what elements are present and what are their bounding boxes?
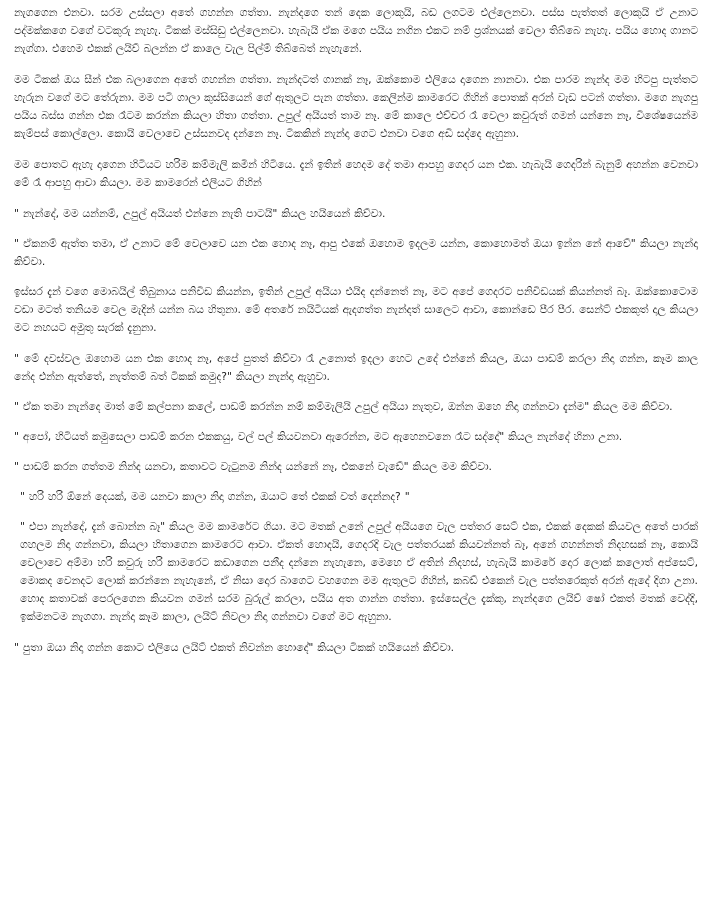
paragraph-6: ඉස්සර දැන් වගෙ මොබයිල් තිබුනාය පනිවිඩ කියන්න, ඉතින් උපුල් අයියා එයිද දන්නෙත් නෑ, මට අපේ ගෙදරට පනිවිඩයක් කියන්නත් බෑ. ඔක්කොටොම වඩා මටත් තනියම වෙල මැදින් යන්න බය හිතුනා. මේ අතරේ නයිටියක් ඇදගත්ත නැන්දත් සාලෙට ආවා, කොන්ඩෙ පීර පීර. සෙන්ට් එකකුත් දාල කියලා මට නහයට අමුතු සැරක් දැනුනා. [14, 285, 698, 334]
paragraph-4: " නැන්දේ, මම යන්නම්, උපුල් අයියත් එන්නෙ නැති පාටයි" කියල හයියෙන් කිව්වා. [14, 207, 386, 220]
paragraph-8: " ඒක තමා නැන්දෙ මාත් මේ කල්පනා කලේ, පාඩම් කරන්න නම් කම්මැලියි උපුල් අයියා නැතුව, ඔන්න ඔහෙ නිදා ගන්නවා දැන්ම" කියල මම කිව්වා. [14, 400, 673, 413]
paragraph-13: " පුතා ඔයා නිදා ගන්න කොට එලියෙ ලයිට් එකත් නිවන්න හොදේ" කියලා ටිකක් හයියෙන් කිව්වා. [14, 641, 455, 654]
paragraph-7: " මේ දවස්වල ඔහොම යන එක හොද නෑ, අපේ පුතත් කිව්වා රෑ උනොත් ඉදලා හෙට උදේ එන්නේ කියල, ඔයා පාඩම් කරලා නිදා ගන්න, කෑම කාල නේද එන්න ඇත්තේ, නැත්තම් බත් ටිකක් කමුද?" කියලා නැන්දා ඇහුවා. [14, 352, 698, 383]
paragraph-3: මම පොතට ඇහැ දාගෙන හිටියට හරිම කම්මැලි කමින් හිටියෙ. දැන් ඉතින් හෙදම දේ තමා ආපහු ගෙදර යන එක. හැබැයි ගෙදරින් බැනුම් අහන්න වෙනවා මේ රෑ ආපහු ආවා කියලා. මම කාමරෙන් එලියට ගිහින් [14, 158, 698, 189]
paragraph-9: " අපෝ, හිටියත් කමුසෙලා පාඩම් කරන එකකයු, වල් පල් කියවනවා ඇරෙන්න, මට ඇහෙනවනෙ රෑට සද්දේ" කියල නැන්දේ හිනා උනා. [14, 430, 623, 443]
paragraph-11: " හරි හරි ඕනේ දෙයක්, මම යනවා කාලා නිදා ගන්න, ඔයාට තේ එකක් වත් දෙන්නද? " [20, 490, 410, 503]
paragraph-1: නැගගෙන එනවා. සරම උස්සලා අතේ ගහන්න ගත්තා. නැන්දගෙ තන් දෙක ලොකුයි, බඩ ලගටම එල්ලෙනවා. පස්ස පැත්තත් ලොකුයි ඒ උනාට පද්මක්කගෙ වගේ වටකුරු නැහැ. ටිකක් මස්සිඩු එල්ලෙනවා. හැබැයි ඒක මගෙ පයිය නගින එකට නම් ප්‍රශ්නයක් වෙලා තිබ්බෙ නැහැ. පයිය හොද ගානට නැග්ගා. එහෙම එකක් ලයිව් බලන්න ඒ කාලෙ වැල පිල්ම් තිබ්බෙත් නැහැනේ. [14, 6, 698, 55]
paragraph-5: " ඒකනම් ඇත්ත තමා, ඒ උනාට මේ වෙලාවෙ යන එක හොද නෑ, ආපු එකේ ඔහොම ඉදලම යන්න, කොහොමත් ඔයා ඉන්න නේ ආවේ" කියලා නැන්දා කිව්වා. [14, 237, 698, 268]
paragraph-2: මම ටිකක් ඔය සීන් එක බලාගෙන අතේ ගහන්න ගත්තා. නැන්දටත් ගානක් නෑ, ඔක්කොම එලියෙ දාගෙන නානවා. එක පාරම නැන්ද මම හිටපු පැත්තට හැරුන වගේ මට තේරුනා. මම පටි ගාලා කුස්සියෙන් ගේ ඇතුලට පැන ගත්තා. කෙලින්ම කාමරෙට ගිහින් පොතක් අරන් වැඩ පටන් ගත්තා. මගෙ නැගපු පයිය බස්ස ගන්න එක රෑටම කරන්න කියලා හිතා ගත්තා. උපුල් අයියත් තාම නෑ. මේ කාලෙ එච්චර රෑ වෙලා කවුරුත් ගමන් යන්නෙ නෑ, විශේෂයෙන්ම කැම්පස් කොල්ලො. කොයි වෙලාවෙ උස්සනවද දන්නෙ නෑ. ටිකකින් නැන්දා ගෙට එනවා වගෙ අඩි සද්දෙ ඇහුනා. [14, 73, 698, 140]
paragraph-10: " පාඩම් කරන ගත්තම නින්ද යනවා, කතාවට වැටුනම නින්ද යන්නේ නෑ, එකනේ වැඩේ" කියල මම කිව්වා. [14, 460, 492, 473]
paragraph-12: " එපා නැන්දේ, දැන් බොන්න බෑ" කියල මම කාමරේට ගියා. මට මතක් උනේ උපුල් අයියගෙ වැල පත්තර සෙට් එක, එකක් දෙකක් කියවල අතේ පාරක් ගහලම නිදා ගන්නවා, කියලා හිතාගෙන කාමරෙට ආවා. ඒකත් හොදයි, ගෙදරදි වැල පත්තරයක් කියවන්නත් බෑ, අනේ ගහන්නත් නිදහසක් නෑ, කොයි වෙලාවෙ අම්මා හරි කවුරු හරි කාමරෙට කඩාගෙන පනීද දන්නෙ නැහැනෙ, මෙහෙ ඒ අතින් නිදහස්, හැබැයි කාමරේ දොර ලොක් කලොත් අප්සෙට්, මොකද වෙනදට ලොක් කරන්නෙ නැහැනේ, ඒ නිසා දොර බාගෙට වහගෙන මම ඇතුලට ගිහින්, කබඩ් එකෙන් වැල පත්තරෙකුත් අරන් ඇදේ දිගා උනා. හොද කතාවක් පෙරලගෙන කියවන ගමන් සරම බුරුල් කරලා, පයිය අත ගාන්න ගත්තා. ඉස්සෙල්ල දැක්කු, නැන්දගෙ ලයිව් ෂෝ එකත් මතක් වෙද්දි, ඉක්මනටම නැගගා. නැන්දා කෑම කාලා, ලයිට් නිවලා නිදා ගන්නවා වගේ මට ඇහුනා. [20, 520, 698, 623]
